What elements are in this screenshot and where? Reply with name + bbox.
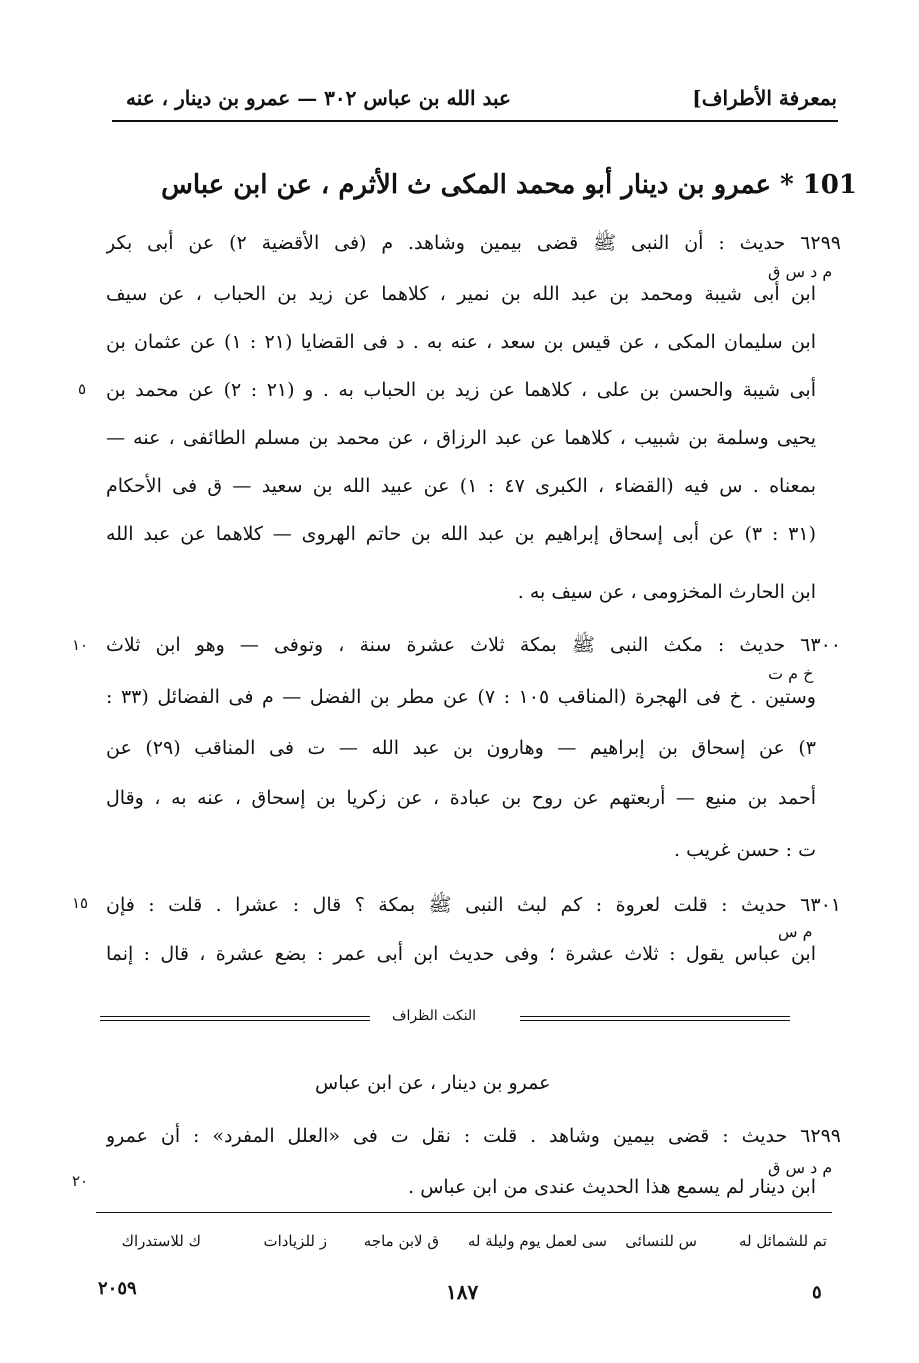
nukat-line: ابن دينار لم يسمع هذا الحديث عندى من ابن عباس .	[408, 1176, 816, 1198]
footer-rule	[96, 1212, 832, 1213]
margin-number: ٥	[78, 380, 87, 398]
hadith-line: بمعناه . س فيه (القضاء ، الكبرى ٤٧ : ١) عن عبيد الله بن سعيد — ق فى الأحكام	[106, 475, 816, 497]
hadith-line: ت : حسن غريب .	[673, 839, 816, 861]
hadith-line: يحيى وسلمة بن شبيب ، كلاهما عن عبد الرزاق ، عن محمد بن مسلم الطائفى ، عنه —	[106, 427, 816, 449]
sigla: م د س ق	[768, 1158, 833, 1177]
footer-left: ٢٠٥٩	[98, 1278, 137, 1299]
hadith-line: ٦٣٠١ حديث : قلت لعروة : كم لبث النبى ﷺ بمكة ؟ قال : عشرا . قلت : فإن	[106, 894, 841, 916]
hadith-line: (٣١ : ٣) عن أبى إسحاق إبراهيم بن عبد الله بن حاتم الهروى — كلاهما عن عبد الله	[106, 523, 816, 545]
header-right: بمعرفة الأطراف]	[692, 86, 837, 110]
header-rule	[112, 120, 838, 122]
nukat-line: ٦٢٩٩ حديث : قضى بيمين وشاهد . قلت : نقل ت فى «العلل المفرد» : أن عمرو	[106, 1125, 841, 1147]
page-number: ١٨٧	[446, 1280, 479, 1304]
hadith-line: ٣) عن إسحاق بن إبراهيم — وهارون بن عبد الله — ت فى المناقب (٢٩) عن	[106, 737, 816, 759]
hadith-line: ابن أبى شيبة ومحمد بن عبد الله بن نمير ، كلاهما عن زيد بن الحباب ، عن سيف	[106, 283, 816, 305]
sigla: م د س ق	[768, 262, 833, 281]
legend-item: ق لابن ماجه	[363, 1232, 439, 1250]
sigla: م س	[778, 922, 813, 941]
margin-number: ١٥	[72, 894, 89, 912]
legend-item: ز للزيادات	[263, 1232, 327, 1250]
legend-item: س للنسائى	[625, 1232, 697, 1250]
hadith-line: أحمد بن منيع — أربعتهم عن روح بن عبادة ، عن زكريا بن إسحاق ، عنه به ، وقال	[106, 787, 816, 809]
sigla: خ م ت	[768, 664, 814, 683]
hadith-line: وستين . خ فى الهجرة (المناقب ١٠٥ : ٧) عن مطر بن الفضل — م فى الفضائل (٣٣ :	[106, 686, 816, 708]
nukat-heading: عمرو بن دينار ، عن ابن عباس	[315, 1072, 551, 1094]
legend-item: ك للاستدراك	[121, 1232, 201, 1250]
margin-number: ٢٠	[72, 1172, 89, 1190]
hadith-line: أبى شيبة والحسن بن على ، كلاهما عن زيد بن الحباب به . و (٢١ : ٢) عن محمد بن	[106, 379, 816, 401]
hadith-line: ابن عباس يقول : ثلاث عشرة ؛ وفى حديث ابن أبى عمر : بضع عشرة ، قال : إنما	[106, 943, 816, 965]
footer-right: ٥	[812, 1282, 822, 1303]
section-title: 101 * عمرو بن دينار أبو محمد المكى ث الأثرم ، عن ابن عباس	[161, 170, 857, 200]
legend-item: تم للشمائل له	[738, 1232, 827, 1250]
legend-item: سى لعمل يوم وليلة له	[467, 1232, 607, 1250]
divider-label: النكت الظراف	[392, 1008, 477, 1024]
hadith-line: ابن سليمان المكى ، عن قيس بن سعد ، عنه به . د فى القضايا (٢١ : ١) عن عثمان بن	[106, 331, 816, 353]
hadith-line: ابن الحارث المخزومى ، عن سيف به .	[517, 581, 816, 603]
header-center: عبد الله بن عباس ٣٠٢ — عمرو بن دينار ، عنه	[126, 86, 511, 110]
hadith-line: ٦٣٠٠ حديث : مكث النبى ﷺ بمكة ثلاث عشرة سنة ، وتوفى — وهو ابن ثلاث	[106, 634, 841, 656]
margin-number: ١٠	[72, 636, 89, 654]
hadith-line: ٦٢٩٩ حديث : أن النبى ﷺ قضى بيمين وشاهد. م (فى الأقضية ٢) عن أبى بكر	[106, 232, 841, 254]
